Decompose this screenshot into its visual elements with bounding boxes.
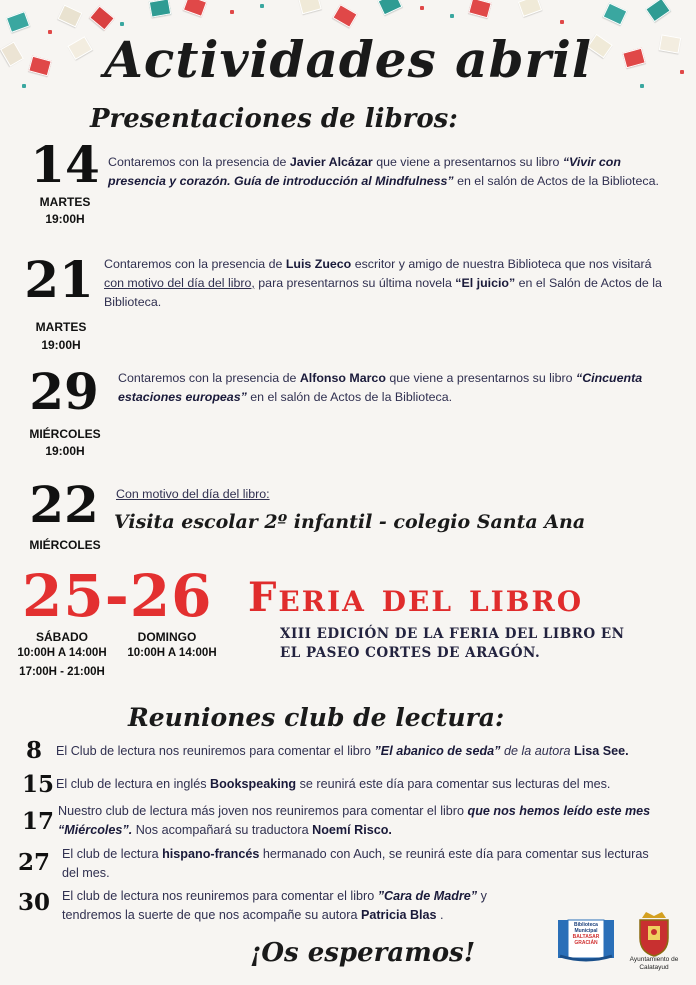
council-logo-text: Ayuntamiento de Calatayud <box>629 956 679 971</box>
club-day: 30 <box>18 889 51 916</box>
club-day: 15 <box>22 771 55 798</box>
book-title: “Vivir con presencia y corazón. Guía de introducción al Mindfulness” <box>108 155 621 188</box>
book-icon <box>149 0 171 18</box>
event-description: Contaremos con la presencia de Alfonso Marco que viene a presentarnos su libro “Cincuenta estaciones europeas” en el salón de Actos de la Biblioteca. <box>118 371 643 404</box>
closing-message: ¡Os esperamos! <box>250 938 476 968</box>
coat-of-arms-icon <box>618 908 690 958</box>
event-21 <box>0 250 696 360</box>
section-heading-club: Reuniones club de lectura: <box>128 703 505 732</box>
feria-day2: DOMINGO <box>137 630 197 644</box>
event-time: 19:00H <box>45 212 85 226</box>
book-icon <box>183 0 207 17</box>
event-highlight: Visita escolar 2º infantil - colegio Santa Ana <box>114 511 586 533</box>
confetti-icon <box>420 6 424 10</box>
confetti-icon <box>560 20 564 24</box>
event-14 <box>0 135 696 235</box>
club-description: El club de lectura hispano-francés hermanado con Auch, se reunirá este día para comentar sus lecturas del mes. <box>62 847 649 880</box>
event-day: 14 <box>30 135 100 194</box>
event-description: Contaremos con la presencia de Javier Alcázar que viene a presentarnos su libro “Vivir con presencia y corazón. Guía de introducción al Mindfulness” en el salón de Actos de la Biblioteca. <box>108 155 659 188</box>
event-description: Contaremos con la presencia de Luis Zueco escritor y amigo de nuestra Biblioteca que nos visitará con motivo del día del libro, para presentarnos su última novela “El juicio” en el Salón de Actos de la Biblioteca. <box>104 257 662 309</box>
book-icon <box>332 4 357 28</box>
club-description: El Club de lectura nos reuniremos para comentar el libro ”El abanico de seda” de la autora Lisa See. <box>56 744 629 758</box>
book-title: “Cincuenta estaciones europeas” <box>118 371 643 404</box>
library-logo-text: Biblioteca Municipal BALTASAR GRACIÁN <box>572 922 600 946</box>
author-name: Javier Alcázar <box>289 155 373 169</box>
feria-day1-morning: 10:00H A 14:00H <box>17 647 107 659</box>
club-description: El club de lectura nos reuniremos para comentar el libro ”Cara de Madre” y tendremos la suerte de que nos acompañe su autora Patricia Blas . <box>62 889 487 922</box>
event-weekday: MARTES <box>39 195 91 209</box>
book-icon <box>645 0 671 22</box>
author-name: Alfonso Marco <box>299 371 386 385</box>
book-icon <box>518 0 542 17</box>
feria-day1-afternoon: 17:00H - 21:00H <box>19 666 105 678</box>
event-intro: Con motivo del día del libro: <box>116 487 270 501</box>
book-icon <box>603 3 628 26</box>
book-icon <box>298 0 321 14</box>
club-day: 8 <box>26 737 43 764</box>
confetti-icon <box>260 4 264 8</box>
confetti-icon <box>120 22 124 26</box>
club-day: 27 <box>18 849 51 876</box>
book-icon <box>468 0 491 18</box>
event-22 <box>0 475 696 555</box>
confetti-icon <box>230 10 234 14</box>
feria-title: Feria del libro <box>248 574 584 621</box>
feria-dates: 25-26 <box>22 562 213 630</box>
event-weekday: MIÉRCOLES <box>29 538 101 552</box>
feria-day2-morning: 10:00H A 14:00H <box>127 647 217 659</box>
council-logo <box>618 908 690 978</box>
page-title: Actividades abril <box>104 30 592 89</box>
event-weekday: MARTES <box>35 320 87 334</box>
book-title: “El juicio” <box>455 276 516 290</box>
book-icon <box>58 5 83 28</box>
event-29 <box>0 362 696 462</box>
confetti-icon <box>450 14 454 18</box>
author-name: Luis Zueco <box>285 257 352 271</box>
event-day: 29 <box>29 362 99 421</box>
section-heading-presentaciones: Presentaciones de libros: <box>90 104 458 134</box>
feria-day1: SÁBADO <box>35 630 88 644</box>
event-time: 19:00H <box>41 338 81 352</box>
club-day: 17 <box>22 808 55 835</box>
event-weekday: MIÉRCOLES <box>29 427 101 441</box>
book-icon <box>378 0 403 15</box>
club-description: Nuestro club de lectura más joven nos reuniremos para comentar el libro que nos hemos leído este mes “Miércoles”. Nos acompañará su traductora Noemí Risco. <box>58 804 651 837</box>
event-day: 21 <box>24 250 94 309</box>
book-icon <box>89 5 115 30</box>
club-description: El club de lectura en inglés Bookspeaking se reunirá este día para comentar sus lecturas del mes. <box>56 777 611 791</box>
feria-section <box>0 562 696 692</box>
library-logo <box>556 918 616 964</box>
event-day: 22 <box>29 475 99 534</box>
feria-subtitle: XIII EDICIÓN DE LA FERIA DEL LIBRO EN EL PASEO CORTES DE ARAGÓN. <box>280 626 625 661</box>
event-time: 19:00H <box>45 444 85 458</box>
